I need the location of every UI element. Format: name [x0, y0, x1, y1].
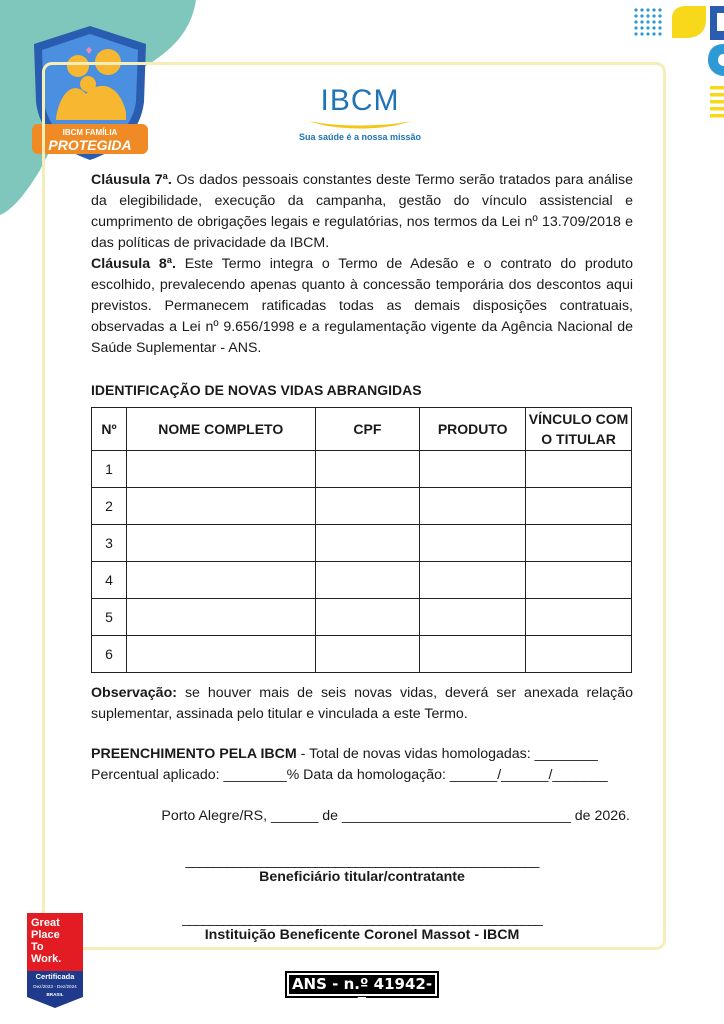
date-line: Porto Alegre/RS, ______ de _____________________________ de 2026. [161, 808, 630, 824]
ibcm-fill-section: PREENCHIMENTO PELA IBCM - Total de novas vidas homologadas: ________ Percentual aplicado: ________% Data da homologação: ______/______/_______ [91, 746, 608, 783]
signature-holder [91, 853, 633, 887]
ibcm-logo [300, 84, 420, 142]
clause-7: Cláusula 7ª. Os dados pessoais constantes deste Termo serão tratados para análise da elegibilidade, execução da campanha, gestão do vínculo assistencial e cumprimento de obrigações legais e regulatórias, nos termos da Lei nº 13.709/2018 e das políticas de privacidade da IBCM. [91, 172, 633, 251]
table-row: 6 [92, 636, 632, 673]
table-header-row [92, 408, 632, 451]
table-row: 2 [92, 488, 632, 525]
signature-institution [91, 911, 633, 945]
signature-line[interactable]: ____________________________________________________ [185, 852, 539, 868]
table-title: IDENTIFICAÇÃO DE NOVAS VIDAS ABRANGIDAS [91, 382, 422, 398]
svg-text:Certificada: Certificada [35, 972, 75, 981]
header-cpf: CPF [315, 408, 420, 451]
signature-line[interactable]: _____________________________________________________ [182, 910, 542, 926]
logo-swoosh-icon [305, 119, 415, 131]
badge-line2: PROTEGIDA [48, 137, 132, 153]
logo-slogan: Sua saúde é a nossa missão [298, 132, 422, 142]
header-relationship: VÍNCULO COM O TITULAR [526, 408, 632, 451]
svg-text:Dez/2023 - Dez/2024: Dez/2023 - Dez/2024 [33, 984, 77, 989]
ans-label: ANS - n.º 41942-7 [289, 975, 435, 994]
svg-text:Great: Great [31, 917, 60, 929]
table-row: 4 [92, 562, 632, 599]
new-lives-table [91, 407, 632, 673]
signature-label: Instituição Beneficente Coronel Massot - IBCM [204, 927, 520, 943]
signature-label: Beneficiário titular/contratante [259, 869, 465, 885]
great-place-to-work-badge [27, 913, 83, 1009]
table-row: 5 [92, 599, 632, 636]
svg-text:BRASIL: BRASIL [46, 992, 64, 997]
header-product: PRODUTO [420, 408, 526, 451]
clause-8: Cláusula 8ª. Este Termo integra o Termo de Adesão e o contrato do produto escolhido, prevalecendo apenas quanto à concessão temporária dos descontos aqui previstos. Permanecem ratificadas todas as demais disposições contratuais, observadas a Lei nº 9.656/1998 e a regulamentação vigente da Agência Nacional de Saúde Suplementar - ANS. [91, 256, 633, 356]
badge-line1: IBCM FAMÍLIA [62, 128, 118, 137]
logo-wordmark: IBCM [320, 84, 400, 117]
header-number: Nº [92, 408, 127, 451]
header-full-name: NOME COMPLETO [126, 408, 315, 451]
table-row: 1 [92, 451, 632, 488]
svg-text:Work.: Work. [31, 953, 62, 965]
svg-text:To: To [31, 941, 44, 953]
ans-registration [285, 971, 439, 1012]
observation: Observação: se houver mais de seis novas vidas, deverá ser anexada relação suplementar, assinada pelo titular e vinculada a este Termo. [91, 685, 633, 722]
document-body [91, 170, 633, 945]
table-row: 3 [92, 525, 632, 562]
svg-text:Place: Place [31, 929, 60, 941]
